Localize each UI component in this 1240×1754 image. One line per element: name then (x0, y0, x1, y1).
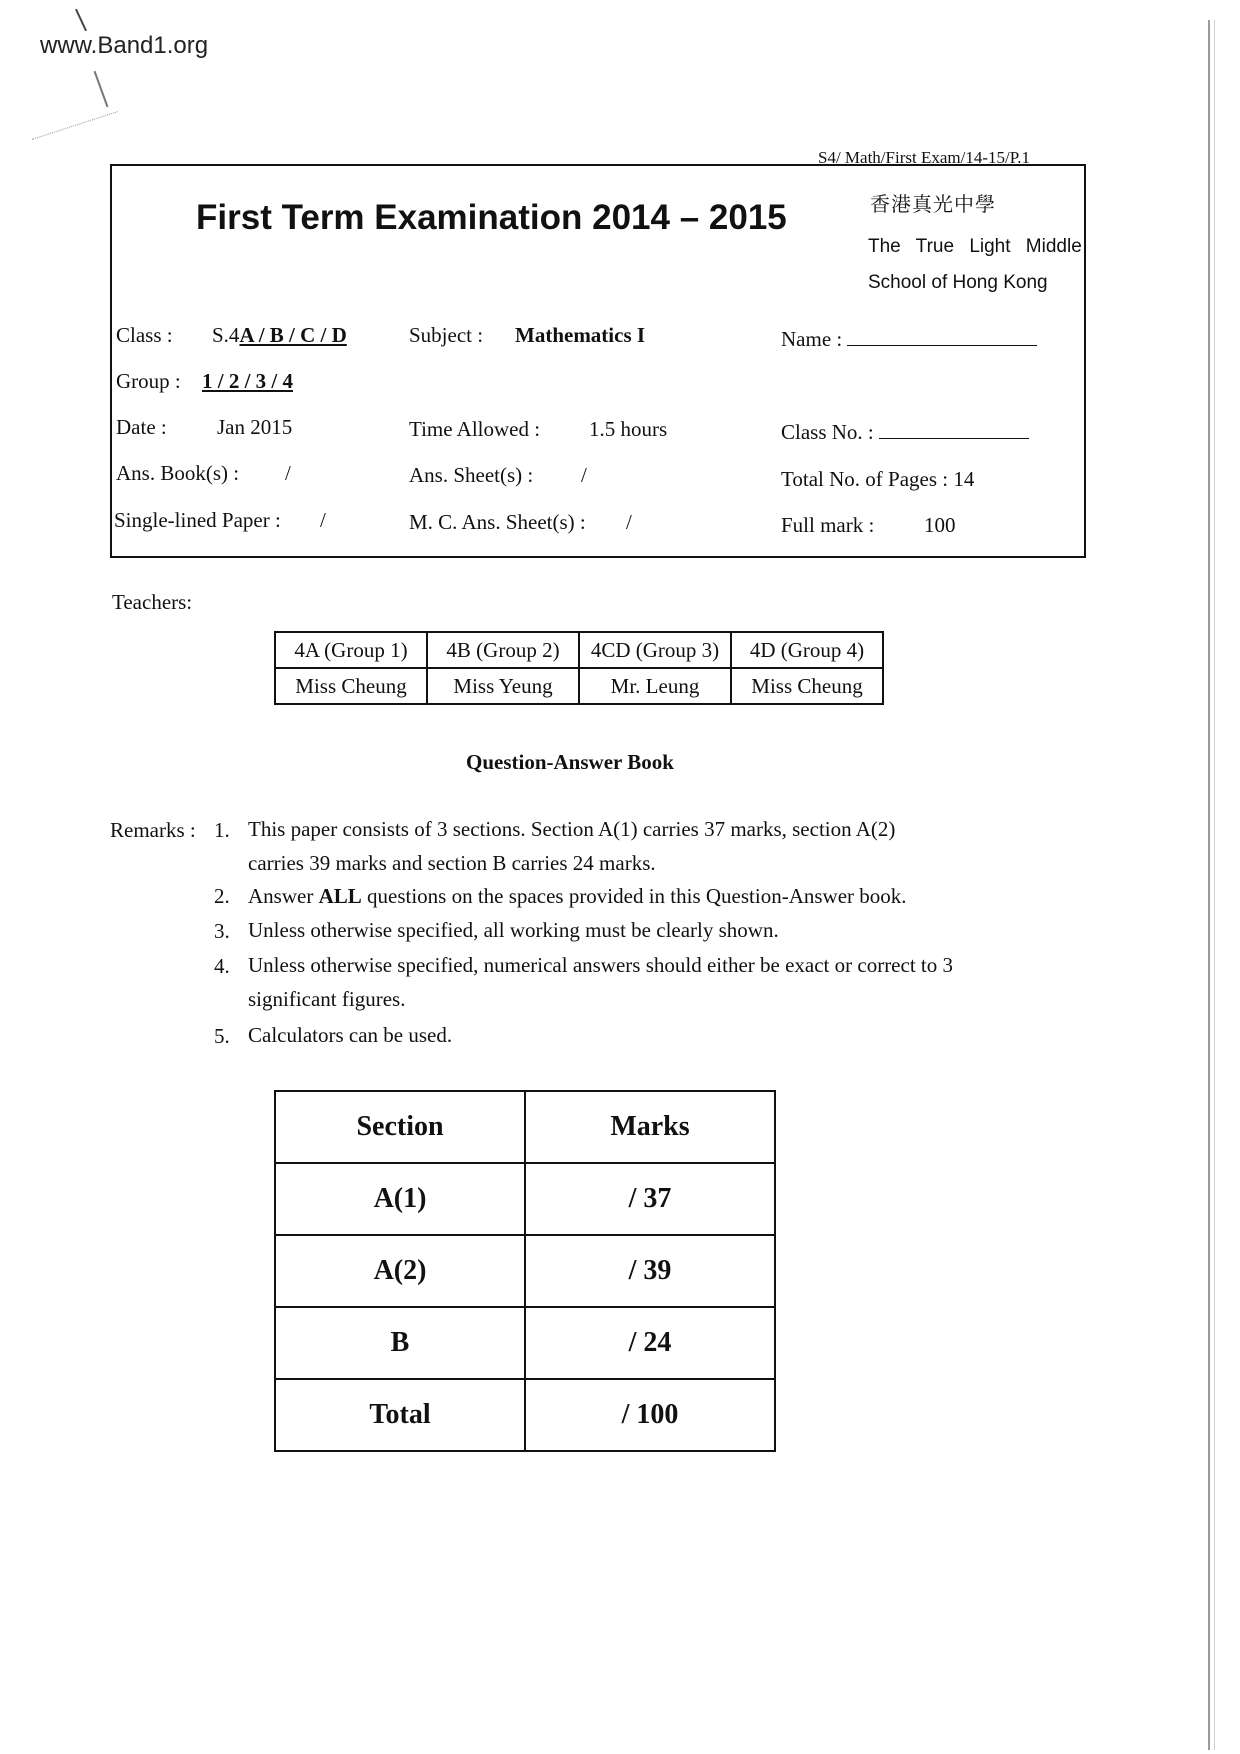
table-header-row (275, 1091, 775, 1163)
remark-emphasis: ALL (318, 884, 362, 908)
table-row (275, 1235, 775, 1307)
teacher-group-cell: 4D (Group 4) (731, 632, 883, 668)
scan-mark (75, 9, 87, 32)
remark-line: carries 39 marks and section B carries 24 marks. (248, 851, 656, 875)
mc-ans-sheet-value: / (626, 510, 632, 534)
ans-sheet-value: / (581, 463, 587, 487)
teacher-name-cell: Miss Cheung (731, 668, 883, 704)
class-no-field (781, 420, 1029, 445)
table-row (275, 1379, 775, 1451)
remark-item (248, 812, 1058, 880)
section-cell: B (275, 1307, 525, 1379)
section-cell: A(1) (275, 1163, 525, 1235)
class-prefix: S.4 (212, 323, 240, 347)
single-lined-paper-label: Single-lined Paper : (114, 508, 281, 532)
remark-text: Answer (248, 884, 319, 908)
table-row (275, 632, 883, 668)
remark-number: 2. (214, 884, 230, 908)
time-allowed-value: 1.5 hours (589, 417, 668, 441)
scan-mark (32, 111, 118, 141)
full-mark-label: Full mark : (781, 513, 875, 537)
total-pages-label: Total No. of Pages : (781, 467, 949, 491)
teacher-name-cell: Miss Yeung (427, 668, 579, 704)
single-lined-paper-value: / (320, 508, 326, 532)
name-label: Name : (781, 327, 843, 351)
class-field (212, 323, 347, 348)
remark-line: Unless otherwise specified, numerical answers should either be exact or correct to 3 (248, 953, 953, 977)
remark-number: 3. (214, 919, 230, 943)
class-no-label: Class No. : (781, 420, 874, 444)
remark-number: 4. (214, 954, 230, 978)
name-field (781, 327, 1037, 352)
date-label: Date : (116, 415, 167, 439)
subject-value: Mathematics I (515, 323, 646, 347)
total-pages-value: 14 (953, 467, 975, 491)
exam-title: First Term Examination 2014 – 2015 (196, 198, 787, 237)
remark-number: 1. (214, 818, 230, 842)
marks-cell[interactable]: / 100 (525, 1379, 775, 1451)
scan-edge (1214, 20, 1215, 1750)
section-cell: Total (275, 1379, 525, 1451)
class-no-blank[interactable] (879, 420, 1029, 439)
school-name-english-line1: The True Light Middle (868, 236, 1082, 257)
teacher-name-cell: Mr. Leung (579, 668, 731, 704)
teacher-group-cell: 4A (Group 1) (275, 632, 427, 668)
remark-line: This paper consists of 3 sections. Section A(1) carries 37 marks, section A(2) (248, 817, 896, 841)
mc-ans-sheet-label: M. C. Ans. Sheet(s) : (409, 510, 586, 534)
teacher-group-cell: 4CD (Group 3) (579, 632, 731, 668)
class-options: A / B / C / D (239, 323, 347, 347)
column-header-marks: Marks (525, 1091, 775, 1163)
marks-cell[interactable]: / 24 (525, 1307, 775, 1379)
marks-cell[interactable]: / 39 (525, 1235, 775, 1307)
teacher-group-cell: 4B (Group 2) (427, 632, 579, 668)
total-pages-field (781, 467, 974, 492)
ans-book-value: / (285, 461, 291, 485)
remark-line: Calculators can be used. (248, 1023, 453, 1047)
remark-text: questions on the spaces provided in this Question-Answer book. (361, 884, 907, 908)
teachers-table (274, 631, 884, 705)
scan-edge (1208, 20, 1210, 1750)
page-reference: S4/ Math/First Exam/14-15/P.1 (818, 148, 1031, 167)
time-allowed-label: Time Allowed : (409, 417, 541, 441)
name-blank[interactable] (847, 327, 1037, 346)
teachers-label: Teachers: (112, 590, 193, 614)
ans-book-label: Ans. Book(s) : (116, 461, 240, 485)
date-value: Jan 2015 (217, 415, 293, 439)
remark-number: 5. (214, 1024, 230, 1048)
question-answer-book-title: Question-Answer Book (466, 750, 674, 774)
ans-sheet-label: Ans. Sheet(s) : (409, 463, 534, 487)
group-label: Group : (116, 369, 181, 393)
group-options: 1 / 2 / 3 / 4 (202, 369, 294, 393)
remark-line: Unless otherwise specified, all working must be clearly shown. (248, 918, 779, 942)
remark-item (248, 948, 1058, 1016)
marks-cell[interactable]: / 37 (525, 1163, 775, 1235)
remark-item (248, 879, 907, 913)
subject-label: Subject : (409, 323, 484, 347)
table-row (275, 668, 883, 704)
school-name-chinese: 香港真光中學 (870, 194, 996, 216)
class-label: Class : (116, 323, 173, 347)
marks-table (274, 1090, 776, 1452)
full-mark-value: 100 (924, 513, 956, 537)
teacher-name-cell: Miss Cheung (275, 668, 427, 704)
column-header-section: Section (275, 1091, 525, 1163)
watermark: www.Band1.org (40, 32, 209, 59)
section-cell: A(2) (275, 1235, 525, 1307)
table-row (275, 1307, 775, 1379)
remarks-label: Remarks : (110, 818, 196, 842)
scan-mark (94, 71, 109, 107)
remark-line: significant figures. (248, 987, 406, 1011)
school-name-english-line2: School of Hong Kong (868, 272, 1048, 293)
table-row (275, 1163, 775, 1235)
